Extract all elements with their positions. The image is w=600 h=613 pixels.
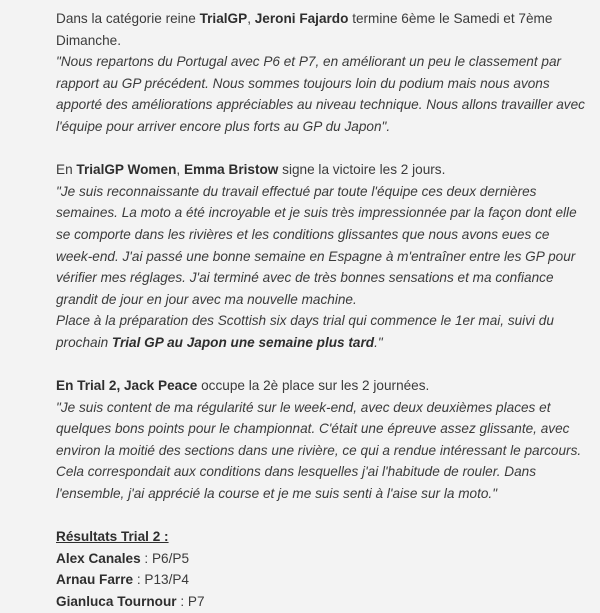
rider-name-bristow: Emma Bristow bbox=[183, 162, 279, 178]
result-row: Alex Canales : P6/P5 bbox=[56, 550, 190, 566]
peace-quote: "Je suis content de ma régularité sur le week-end, avec deux deuxièmes places et quelques bons points pour le championnat. C'était une épreuve assez glissante, avec environ la moitié des sections dans une rivière, ce qui a rendue intéressant le parcours. Cela correspondait aux conditions dans lesquelles j'ai l'habitude de rouler. Dans l'ensemble, j'ai apprécié la course et je me suis senti à l'aise sur la moto." bbox=[56, 399, 582, 502]
rider-name-fajardo: Jeroni Fajardo bbox=[254, 11, 349, 26]
result-row: Arnau Farre : P13/P4 bbox=[56, 572, 189, 588]
result-row: Gianluca Tournour : P7 bbox=[56, 594, 205, 610]
category-trialgp: TrialGP bbox=[199, 11, 248, 26]
results-heading: Résultats Trial 2 : bbox=[56, 529, 169, 545]
bristow-quote-end: Place à la préparation des Scottish six days trial qui commence le 1er mai, suivi du prochain Trial GP au Japon une semaine plus tard." bbox=[56, 313, 554, 350]
paragraph-spacer bbox=[56, 354, 586, 376]
trialgp-intro: Dans la catégorie reine TrialGP, Jeroni Fajardo termine 6ème le Samedi et 7ème Dimanche. bbox=[56, 11, 553, 48]
fajardo-quote: "Nous repartons du Portugal avec P6 et P7, en améliorant un peu le classement par rapport au GP précédent. Nous sommes toujours loin du podium mais nous avons apporté des améliorations appréciables au niveau technique. Nous allons travailler avec l'équipe pour arriver encore plus forts au GP du Japon". bbox=[56, 54, 585, 134]
article-content bbox=[56, 8, 586, 613]
paragraph-spacer bbox=[56, 138, 586, 160]
rider-name-peace: En Trial 2, Jack Peace bbox=[56, 378, 198, 394]
women-intro: En TrialGP Women, Emma Bristow signe la victoire les 2 jours. bbox=[56, 162, 446, 178]
trial-gp-japan: Trial GP au Japon une semaine plus tard bbox=[111, 334, 375, 350]
trial2-intro: En Trial 2, Jack Peace occupe la 2è place sur les 2 journées. bbox=[56, 378, 430, 394]
paragraph-spacer bbox=[56, 505, 586, 527]
bristow-quote: "Je suis reconnaissante du travail effectué par toute l'équipe ces deux dernières semaines. La moto a été incroyable et je suis très impressionnée par la façon dont elle se comporte dans les rivières et les conditions glissantes que nous avons eues ce week-end. J'ai passé une bonne semaine en Espagne à m'entraîner entre les GP pour vérifier mes réglages. J'ai terminé avec de très bonnes sensations et ma confiance grandit de jour en jour avec ma nouvelle machine. bbox=[56, 183, 577, 307]
category-women: TrialGP Women bbox=[76, 162, 177, 178]
